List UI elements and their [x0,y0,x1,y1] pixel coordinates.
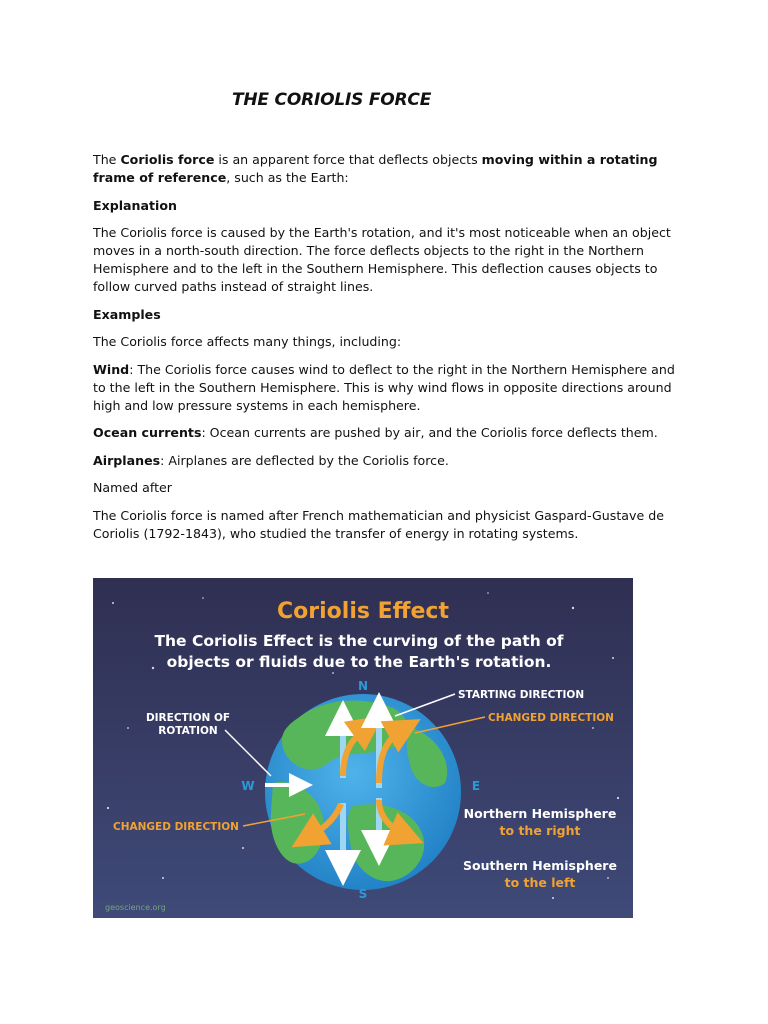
airplanes-label: Airplanes [93,452,161,468]
named-heading: Named after [93,480,172,495]
compass-north: N [357,679,369,693]
watermark-text: geoscience.org [105,903,166,912]
intro-text-2: is an apparent force that deflects objects [214,152,482,167]
intro-paragraph [93,151,681,187]
airplanes-paragraph [93,452,681,470]
intro-text-1: The [93,152,121,167]
label-northern-hemisphere: Northern Hemisphere [463,806,617,821]
figure-title: Coriolis Effect [277,599,449,624]
ocean-label: Ocean currents [93,425,202,440]
compass-east: E [471,779,481,793]
label-southern-hemisphere: Southern Hemisphere [463,858,617,873]
wind-label: Wind [93,361,130,377]
page-title: THE CORIOLIS FORCE [232,90,432,110]
ocean-text: : Ocean currents are pushed by air, and the Coriolis force deflects them. [201,425,658,440]
label-changed-direction-left: CHANGED DIRECTION [113,821,239,833]
figure-subtitle-line1: The Coriolis Effect is the curving of the path of [154,632,564,650]
ocean-paragraph [93,424,681,442]
label-direction-of-rotation-line2: ROTATION [158,725,218,737]
figure-subtitle-line2: objects or fluids due to the Earth's rotation. [166,653,552,671]
compass-west: W [241,779,255,793]
explanation-heading-text: Explanation [93,197,177,213]
examples-intro: The Coriolis force affects many things, including: [93,334,402,349]
explanation-heading [93,197,681,215]
label-starting-direction: STARTING DIRECTION [458,689,585,701]
compass-south: S [358,887,368,901]
wind-paragraph [93,361,681,415]
label-direction-of-rotation-line1: DIRECTION OF [145,712,231,724]
intro-bold-2: moving within a rotating frame of reference [93,152,658,185]
intro-text-3: , such as the Earth: [226,170,349,185]
intro-bold-1: Coriolis force [120,152,215,167]
coriolis-effect-illustration [93,578,633,918]
document-body [93,151,681,552]
named-paragraph: The Coriolis force is named after French mathematician and physicist Gaspard-Gustave de Coriolis (1792-1843), who studied the transfer of energy in rotating systems. [93,507,664,541]
label-southern-sub: to the left [504,875,576,890]
examples-heading-text: Examples [93,306,161,322]
airplanes-text: : Airplanes are deflected by the Coriolis force. [160,452,449,468]
label-northern-sub: to the right [499,823,581,838]
wind-text: : The Coriolis force causes wind to deflect to the right in the Northern Hemisphere and to the left in the Southern Hemisphere. This is why wind flows in opposite directions around high and low pressure systems in each hemisphere. [93,361,675,413]
label-changed-direction-top: CHANGED DIRECTION [488,712,614,724]
coriolis-effect-figure [93,578,633,918]
explanation-paragraph: The Coriolis force is caused by the Earth's rotation, and it's most noticeable when an object moves in a north-south direction. The force deflects objects to the right in the Northern Hemisphere and to the left in the Southern Hemisphere. This deflection causes objects to follow curved paths instead of straight lines. [93,225,671,294]
earth-globe [265,694,461,890]
examples-heading [93,306,681,324]
